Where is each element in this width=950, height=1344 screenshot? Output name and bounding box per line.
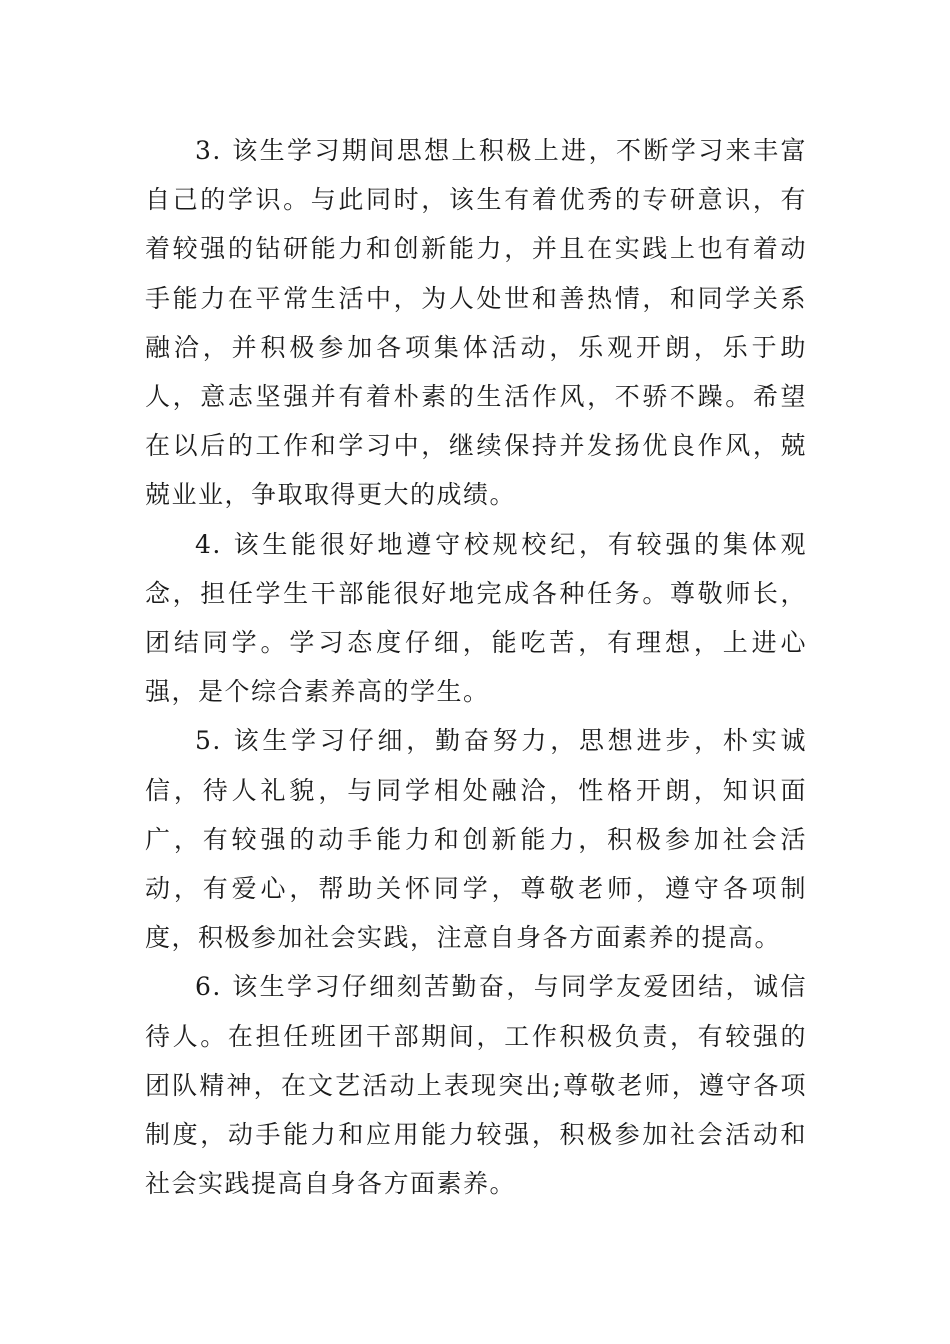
paragraph-6: 6. 该生学习仔细刻苦勤奋，与同学友爱团结，诚信待人。在担任班团干部期间，工作积极负责，有较强的团队精神，在文艺活动上表现突出;尊敬老师，遵守各项制度，动手能力和应用能力较强，积极参加社会活动和社会实践提高自身各方面素养。	[145, 972, 807, 1199]
paragraph-4: 4. 该生能很好地遵守校规校纪，有较强的集体观念，担任学生干部能很好地完成各种任务。尊敬师长，团结同学。学习态度仔细，能吃苦，有理想，上进心强，是个综合素养高的学生。	[145, 529, 807, 707]
paragraph-3: 3. 该生学习期间思想上积极上进，不断学习来丰富自己的学识。与此同时，该生有着优秀的专研意识，有着较强的钻研能力和创新能力，并且在实践上也有着动手能力在平常生活中，为人处世和善热情，和同学关系融洽，并积极参加各项集体活动，乐观开朗，乐于助人，意志坚强并有着朴素的生活作风，不骄不躁。希望在以后的工作和学习中，继续保持并发扬优良作风，兢兢业业，争取取得更大的成绩。	[145, 136, 807, 510]
document-body	[145, 126, 807, 1208]
paragraph-5: 5. 该生学习仔细，勤奋努力，思想进步，朴实诚信，待人礼貌，与同学相处融洽，性格开朗，知识面广，有较强的动手能力和创新能力，积极参加社会活动，有爱心，帮助关怀同学，尊敬老师，遵守各项制度，积极参加社会实践，注意自身各方面素养的提高。	[145, 726, 807, 953]
